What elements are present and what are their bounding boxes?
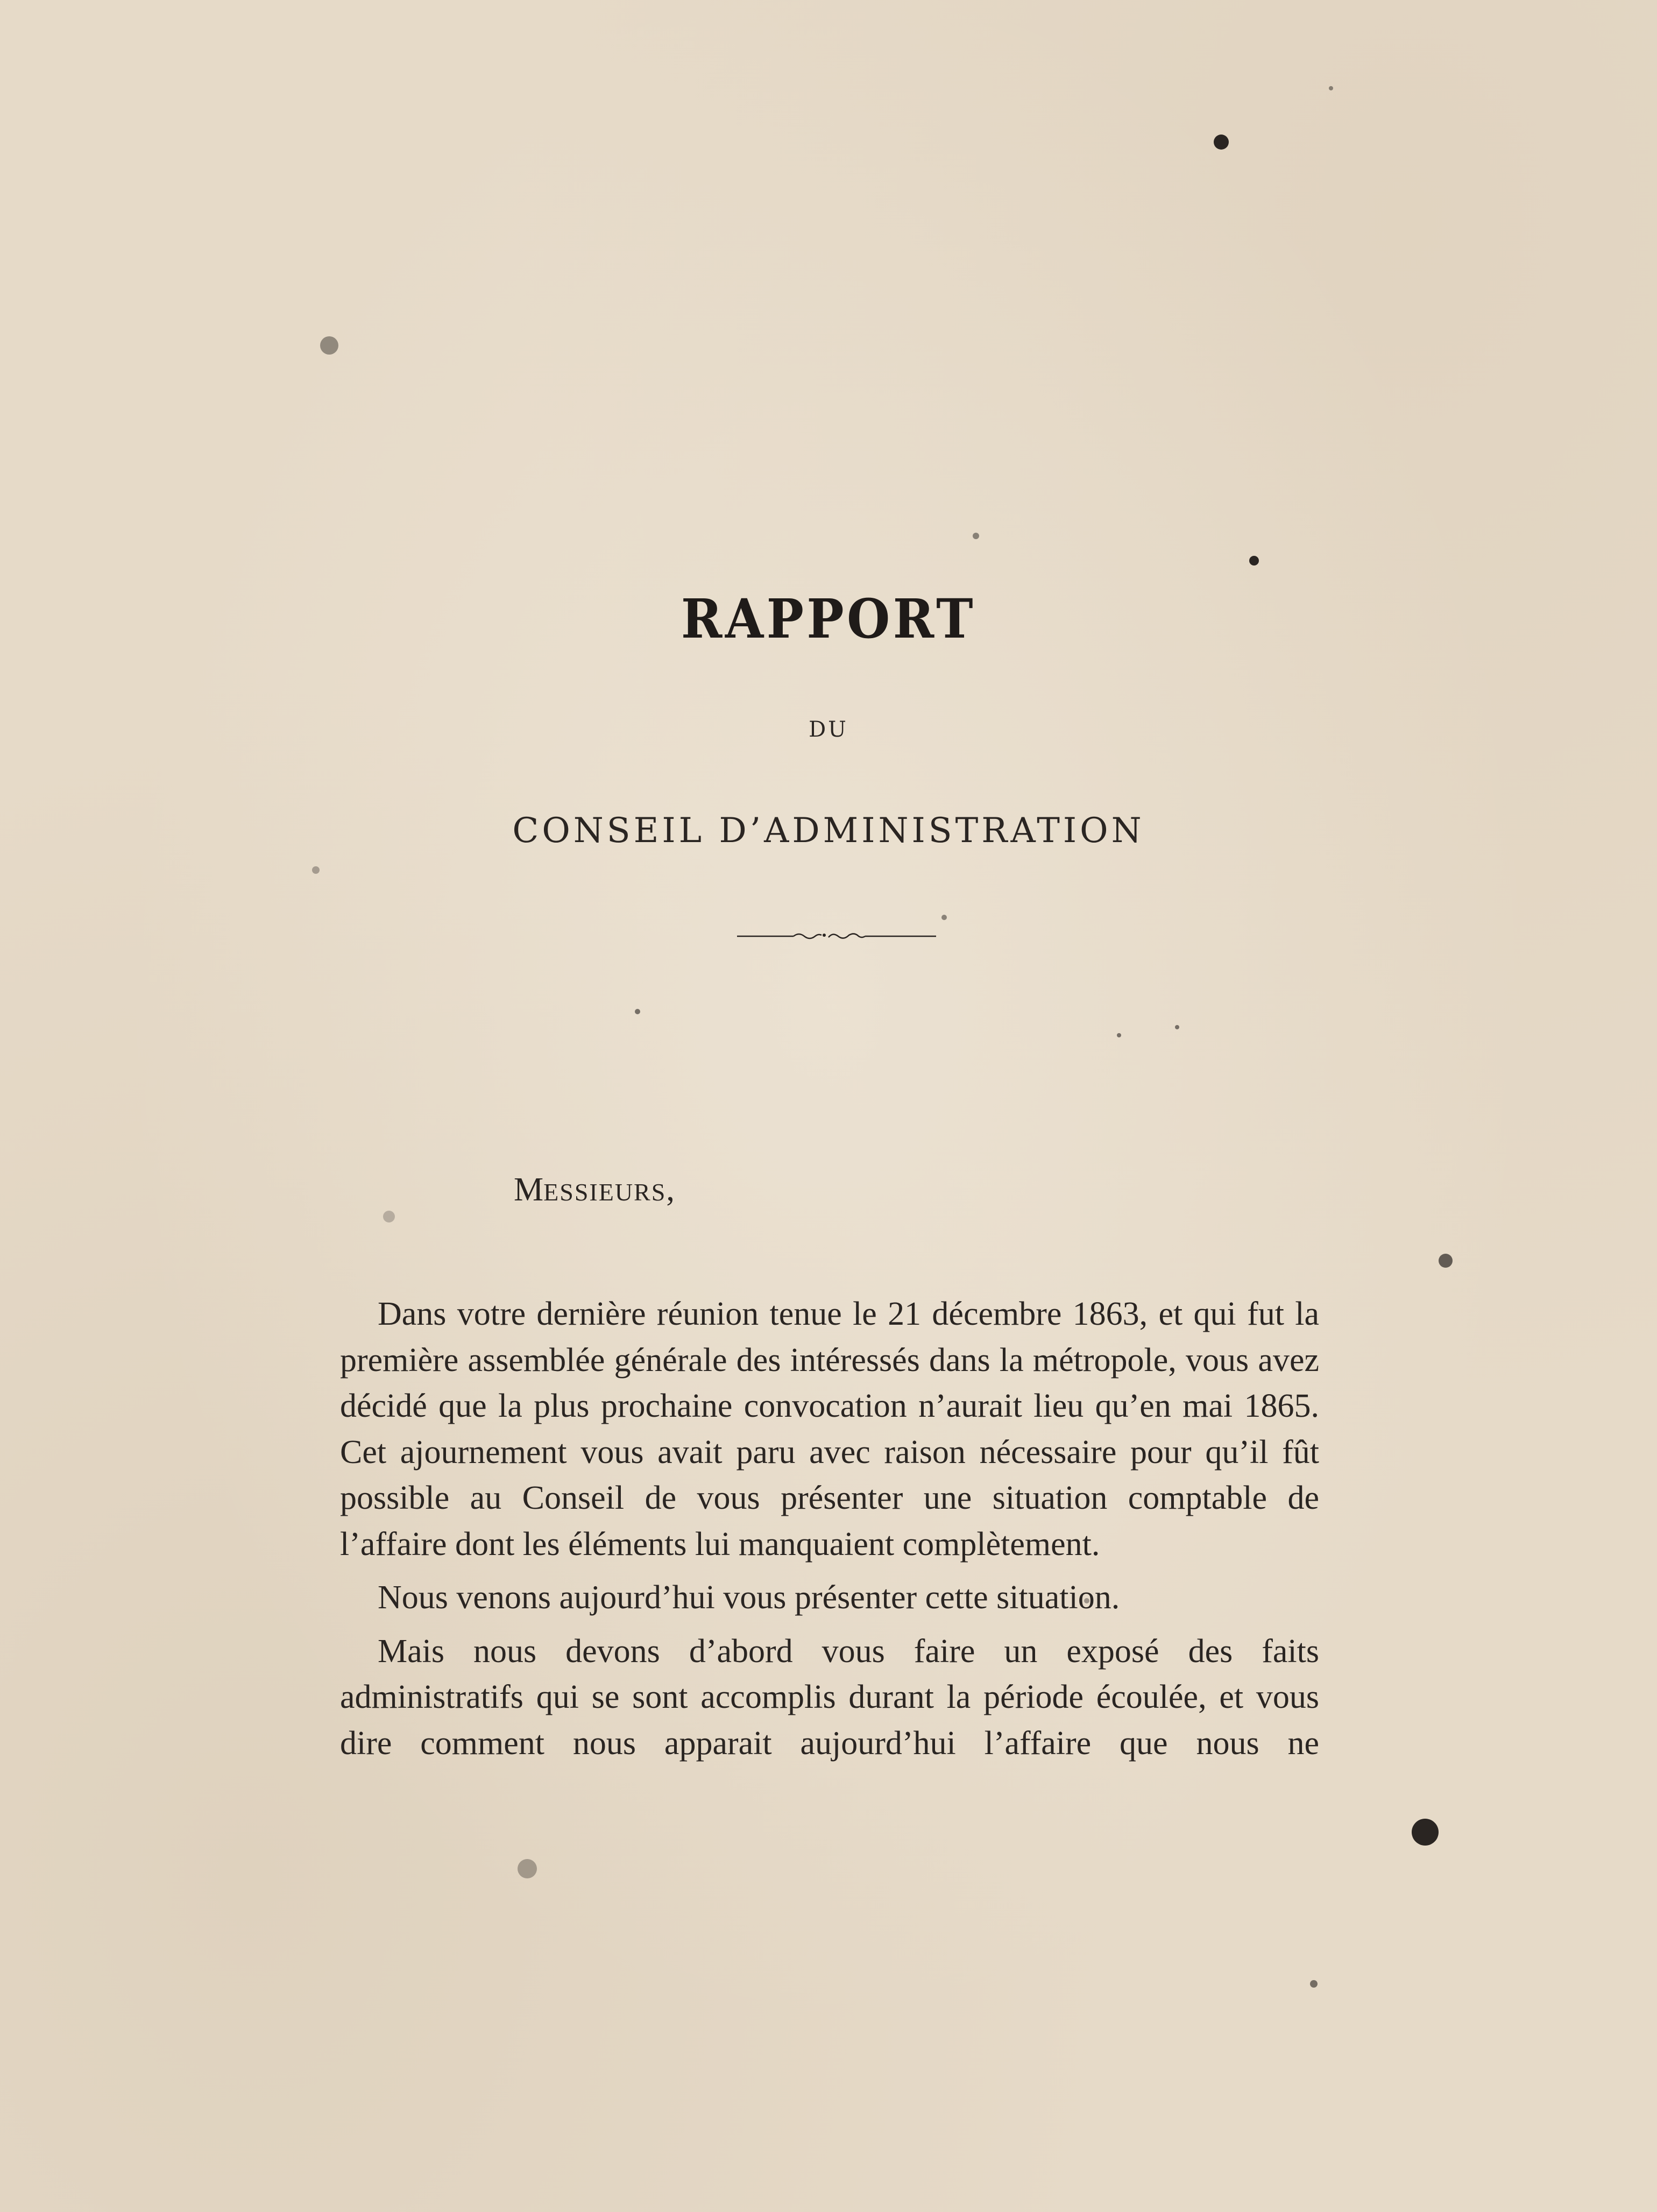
document-title: RAPPORT [681,587,976,651]
ink-speck [1412,1819,1439,1846]
ink-speck [518,1859,537,1878]
ink-speck [320,336,338,355]
ink-speck [1175,1025,1179,1029]
paragraph-2: Nous venons aujourd’hui vous présenter cette situation. [378,1579,1120,1616]
salutation-punct: , [666,1171,675,1208]
ink-speck [941,915,947,920]
ink-speck [383,1211,395,1222]
paragraph-1: Dans votre dernière réunion tenue le 21 décembre 1863, et qui fut la première assemblée générale des intéressés dans la métropole, vous avez décidé que la plus prochaine convocation n’aurait lieu qu’en mai 1865. Cet ajournement vous avait paru avec raison nécessaire pour qu’il fût possible au Conseil de vous présenter une situation comptable de l’affaire dont les éléments lui manquaient complètement. [340,1296,1319,1563]
paragraph-3: Mais nous devons d’abord vous faire un exposé des faits administratifs qui se sont accomplis durant la période écoulée, et vous dire comment nous apparait aujourd’hui l’affaire que nous ne [340,1633,1319,1762]
ink-speck [1329,86,1333,90]
salutation-initial: M [514,1171,544,1208]
salutation [514,1173,675,1206]
ink-speck [1117,1033,1121,1037]
ink-speck [1310,1980,1318,1988]
ink-speck [312,866,320,874]
ink-speck [1249,556,1259,566]
subtitle-du: DU [809,717,848,742]
ink-speck [1439,1254,1453,1268]
salutation-rest: ESSIEURS [543,1178,667,1206]
subtitle-conseil: CONSEIL D’ADMINISTRATION [512,811,1145,851]
body-text [340,1291,1319,1774]
flourish-divider-icon [737,925,936,947]
ink-speck [1214,135,1229,150]
ink-speck [973,533,979,539]
ink-speck [635,1009,640,1014]
